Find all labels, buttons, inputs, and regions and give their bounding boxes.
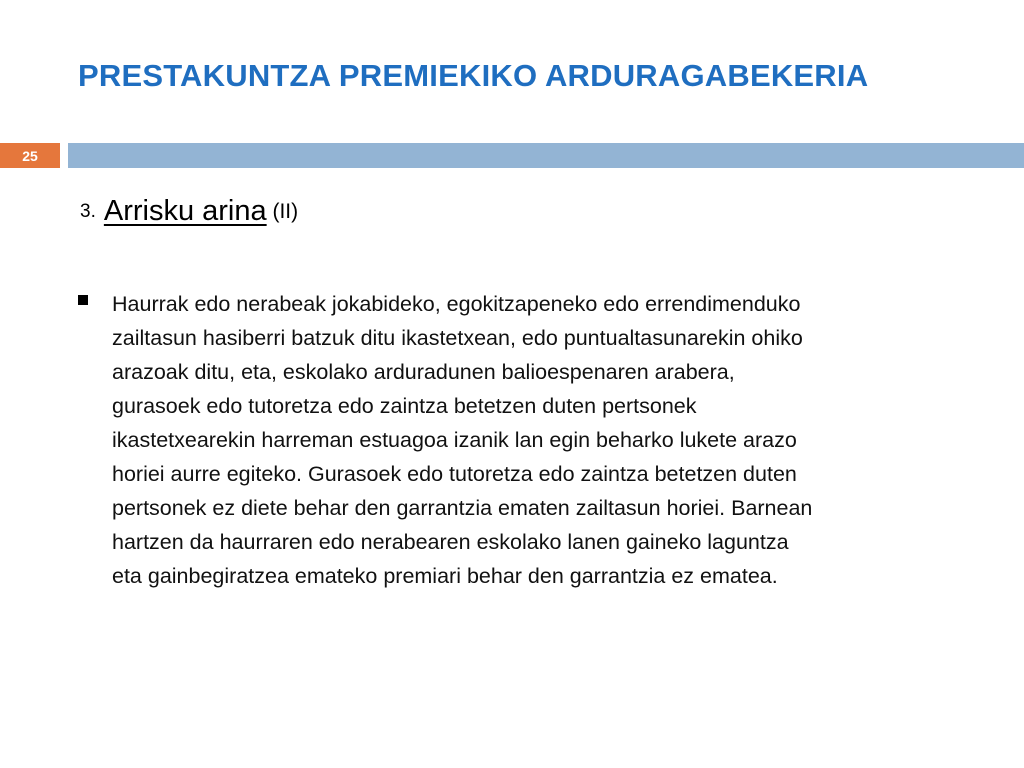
square-bullet-icon: [78, 295, 88, 305]
bullet-paragraph: [112, 287, 972, 593]
bullet-line: arazoak ditu, eta, eskolako arduradunen balioespenaren arabera,: [112, 360, 735, 384]
slide-title: PRESTAKUNTZA PREMIEKIKO ARDURAGABEKERIA: [78, 58, 869, 93]
section-heading: [80, 195, 298, 228]
header-divider-bar: [68, 143, 1024, 168]
section-heading-suffix: (II): [266, 200, 299, 223]
slide-number-badge: [0, 143, 60, 168]
section-heading-text: Arrisku arina: [103, 195, 267, 227]
bullet-line: gurasoek edo tutoretza edo zaintza betetzen duten pertsonek: [112, 394, 697, 418]
bullet-line: ikastetxearekin harreman estuagoa izanik lan egin beharko lukete arazo: [112, 428, 797, 452]
bullet-line: pertsonek ez diete behar den garrantzia ematen zailtasun horiei. Barnean: [112, 496, 813, 520]
bullet-item: [78, 287, 978, 593]
slide-number: 25: [22, 147, 38, 164]
bullet-line: horiei aurre egiteko. Gurasoek edo tutoretza edo zaintza betetzen duten: [112, 462, 797, 486]
bullet-line: zailtasun hasiberri batzuk ditu ikastetxean, edo puntualtasunarekin ohiko: [112, 326, 803, 350]
bullet-line: eta gainbegiratzea emateko premiari behar den garrantzia ez ematea.: [112, 564, 778, 588]
section-number: 3.: [80, 201, 96, 222]
bullet-line: hartzen da haurraren edo nerabearen eskolako lanen gaineko laguntza: [112, 530, 789, 554]
bullet-line: Haurrak edo nerabeak jokabideko, egokitzapeneko edo errendimenduko: [112, 292, 801, 316]
